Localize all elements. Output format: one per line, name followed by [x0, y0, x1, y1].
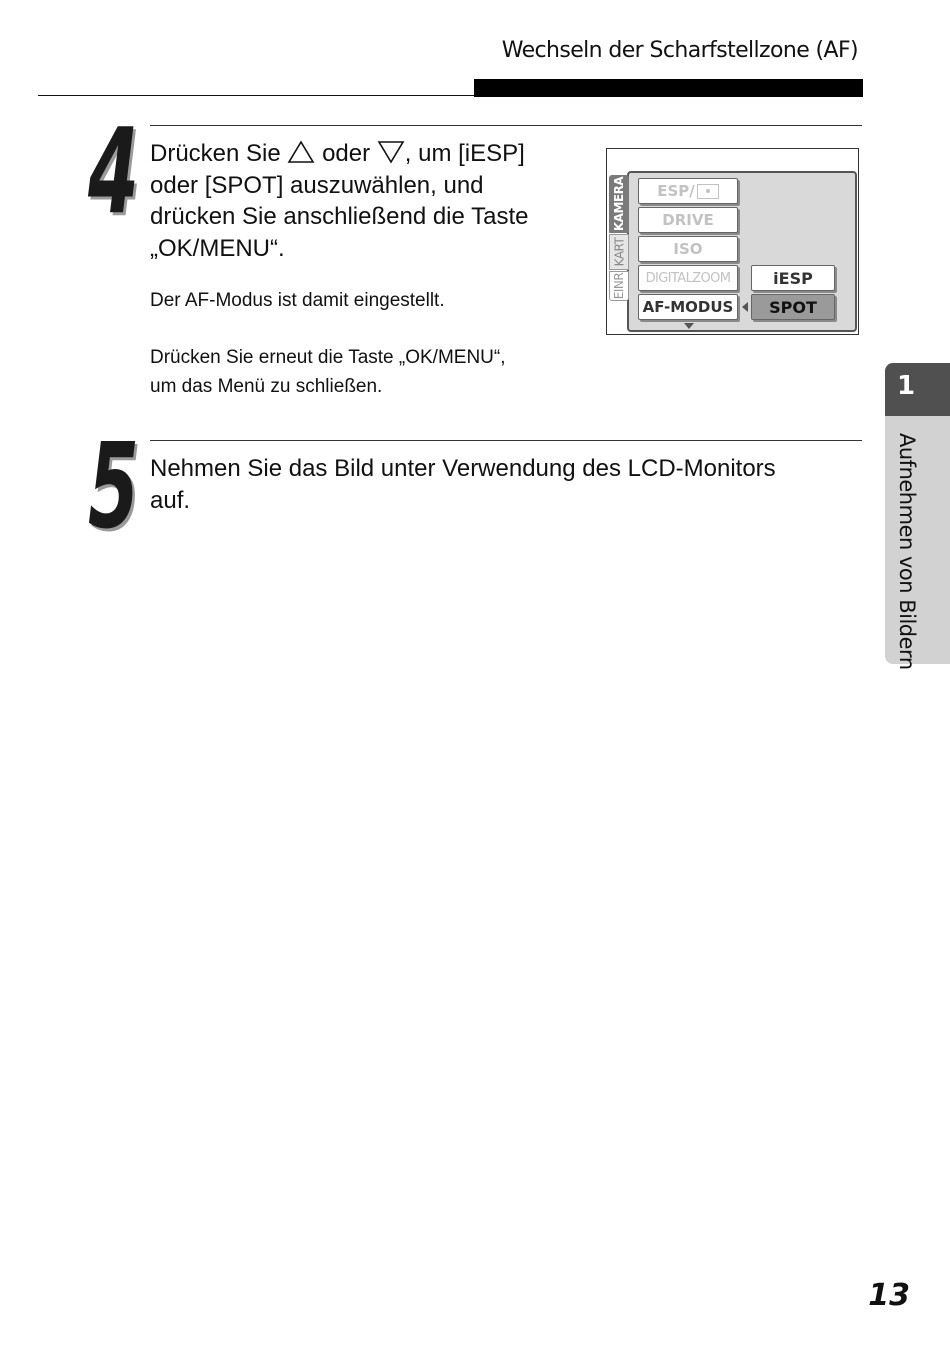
step-5-rule: [150, 440, 862, 441]
step-number-5: 5: [88, 417, 139, 555]
header-rule: [38, 95, 474, 96]
af-mode-set-note: Der AF-Modus ist damit eingestellt.: [150, 290, 445, 311]
spot-metering-icon: [697, 184, 719, 199]
instruction-text: oder: [322, 140, 371, 167]
option-spot: SPOT: [751, 294, 835, 320]
page-number: 13: [868, 1278, 910, 1313]
menu-item-iso: ISO: [638, 236, 738, 262]
note-line: um das Menü zu schließen.: [150, 376, 383, 397]
down-arrow-icon: [377, 140, 405, 164]
menu-item-digitalzoom: DIGITALZOOM: [638, 265, 738, 291]
instruction-line: auf.: [150, 486, 191, 514]
section-title: Wechseln der Scharfstellzone (AF): [501, 38, 858, 63]
chapter-tab: [885, 363, 950, 670]
tab-kamera: KAMERA: [609, 175, 629, 233]
step-5-instruction: [150, 453, 850, 516]
instruction-line: „OK/MENU“.: [150, 234, 285, 262]
close-menu-note: [150, 343, 506, 401]
step-4-instruction: [150, 138, 580, 264]
menu-item-esp-spot: ESP/: [638, 178, 738, 204]
instruction-line: oder [SPOT] auszuwählen, und: [150, 171, 484, 199]
instruction-text: Drücken Sie: [150, 140, 281, 167]
instruction-line: drücken Sie anschließend die Taste: [150, 203, 529, 230]
menu-item-drive: DRIVE: [638, 207, 738, 233]
note-line: Drücken Sie erneut die Taste „OK/MENU“,: [150, 347, 506, 368]
option-iesp: iESP: [751, 265, 835, 291]
chapter-number: 1: [885, 363, 950, 416]
instruction-text: , um [iESP]: [404, 140, 525, 167]
instruction-line: Nehmen Sie das Bild unter Verwendung des LCD-Monitors: [150, 455, 776, 482]
menu-item-af-modus: AF-MODUS: [638, 294, 738, 320]
menu-tabs: [609, 175, 630, 300]
step-number-4: 4: [88, 102, 139, 240]
tab-kart: KART: [609, 234, 629, 270]
chapter-title: Aufnehmen von Bildern: [895, 433, 919, 670]
header-black-bar: [474, 79, 863, 97]
step-4-rule: [150, 125, 862, 126]
up-arrow-icon: [287, 140, 315, 164]
scroll-down-arrow-icon: [684, 323, 694, 329]
tab-einr: EINR: [609, 271, 629, 301]
left-arrow-icon: [742, 302, 748, 312]
